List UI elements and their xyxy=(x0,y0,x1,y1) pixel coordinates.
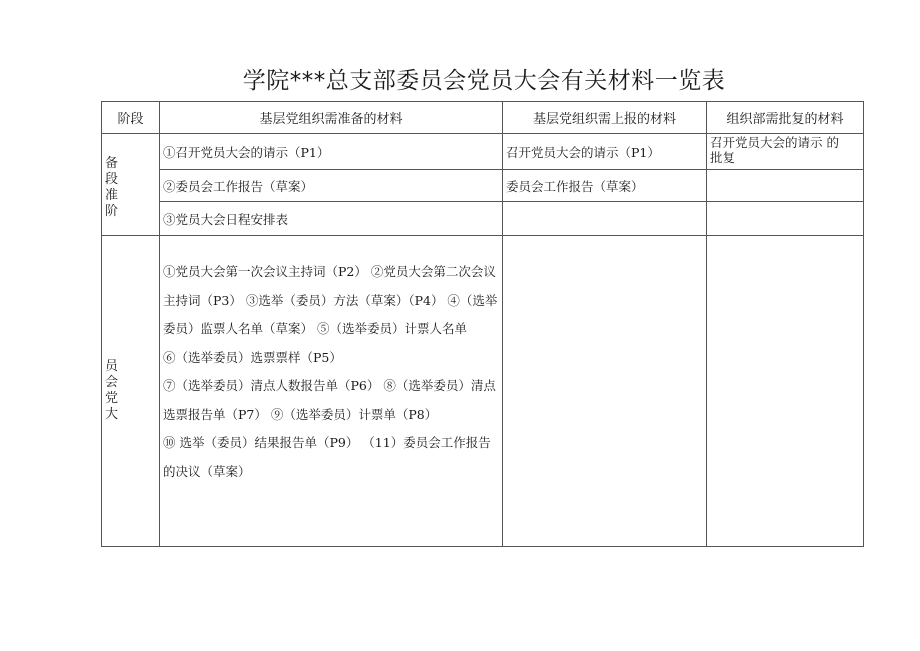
stage-label-congress xyxy=(102,236,160,547)
header-prepare: 基层党组织需准备的材料 xyxy=(160,102,503,134)
stage-char: 准 xyxy=(105,187,119,203)
materials-table xyxy=(101,101,864,547)
approve-cell xyxy=(707,134,864,170)
prepare-paragraph: ①党员大会第一次会议主持词（P2） ②党员大会第二次会议主持词（P3） ③选举（委员）方法（草案）（P4） ④（选举委员）监票人名单（草案） ⑤（选举委员）计票人名单 xyxy=(163,264,498,336)
stage-char: 党 xyxy=(105,391,119,406)
stage-char: 阶 xyxy=(105,203,119,219)
stage-label-prep xyxy=(102,134,160,236)
header-approve: 组织部需批复的材料 xyxy=(707,102,864,134)
stage-char: 备 xyxy=(105,155,119,171)
table-row xyxy=(102,134,864,170)
report-cell: 召开党员大会的请示（P1） xyxy=(503,134,707,170)
approve-cell xyxy=(707,202,864,236)
prepare-paragraph: ⑦（选举委员）清点人数报告单（P6） ⑧（选举委员）清点选票报告单（P7） ⑨（选举委员）计票单（P8） xyxy=(163,378,496,422)
report-cell: 委员会工作报告（草案） xyxy=(503,170,707,202)
prepare-cell: ②委员会工作报告（草案） xyxy=(160,170,503,202)
table-header-row xyxy=(102,102,864,134)
approve-line: 召开党员大会的请示 的 xyxy=(710,135,839,150)
table-row xyxy=(102,202,864,236)
prepare-cell: ①召开党员大会的请示（P1） xyxy=(160,134,503,170)
prepare-cell-congress xyxy=(160,236,503,547)
table-row xyxy=(102,170,864,202)
prepare-paragraph: ⑥（选举委员）选票票样（P5） xyxy=(163,349,342,365)
stage-char: 段 xyxy=(105,171,119,187)
approve-line: 批复 xyxy=(710,150,736,165)
header-report: 基层党组织需上报的材料 xyxy=(503,102,707,134)
prepare-cell: ③党员大会日程安排表 xyxy=(160,202,503,236)
page-title: 学院***总支部委员会党员大会有关材料一览表 xyxy=(242,68,726,94)
table-row xyxy=(102,236,864,547)
report-cell xyxy=(503,202,707,236)
stage-char: 大 xyxy=(105,407,119,422)
approve-cell xyxy=(707,236,864,547)
prepare-paragraph: ⑩ 选举（委员）结果报告单（P9） （11）委员会工作报告的决议（草案） xyxy=(163,435,491,479)
header-stage: 阶段 xyxy=(102,102,160,134)
report-cell xyxy=(503,236,707,547)
stage-char: 会 xyxy=(105,375,119,390)
approve-cell xyxy=(707,170,864,202)
stage-char: 员 xyxy=(105,359,119,374)
